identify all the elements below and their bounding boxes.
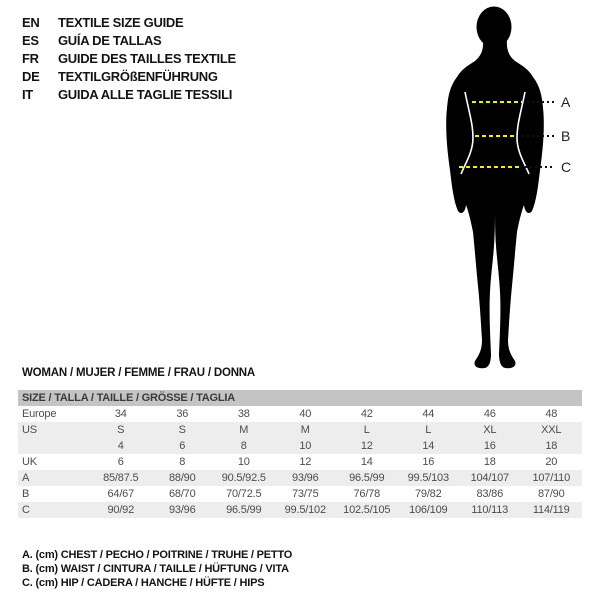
table-cell: 6 <box>117 456 124 468</box>
table-cell: 6 <box>179 440 186 452</box>
table-cell: 10 <box>237 456 250 468</box>
table-cell: 104/107 <box>470 472 509 484</box>
language-code: IT <box>22 87 33 102</box>
language-label: GUÍA DE TALLAS <box>58 33 162 48</box>
language-code: FR <box>22 51 39 66</box>
table-cell: 12 <box>360 440 373 452</box>
table-cell: S <box>117 424 125 436</box>
table-cell: 48 <box>545 408 558 420</box>
table-cell: 99.5/102 <box>284 504 326 516</box>
row-label: A <box>22 472 30 484</box>
table-cell: L <box>363 424 370 436</box>
table-cell: 46 <box>483 408 496 420</box>
table-cell: 44 <box>422 408 435 420</box>
table-cell: 18 <box>483 456 496 468</box>
table-cell: 110/113 <box>471 504 509 516</box>
silhouette-svg <box>415 0 600 380</box>
table-cell: 38 <box>237 408 250 420</box>
language-label: GUIDE DES TAILLES TEXTILE <box>58 51 236 66</box>
table-cell: 90.5/92.5 <box>221 472 266 484</box>
table-cell: 8 <box>240 440 247 452</box>
section-title: WOMAN / MUJER / FEMME / FRAU / DONNA <box>22 367 256 379</box>
table-cell: 79/82 <box>414 488 442 500</box>
table-cell: 42 <box>360 408 373 420</box>
measurement-legend <box>22 548 292 590</box>
table-cell: 93/96 <box>291 472 319 484</box>
table-cell: 114/119 <box>532 504 570 516</box>
table-row <box>18 438 582 454</box>
chest-label: A <box>561 94 571 110</box>
table-cell: 76/78 <box>353 488 381 500</box>
table-cell: 87/90 <box>537 488 565 500</box>
table-cell: 85/87.5 <box>103 472 139 484</box>
table-cell: 18 <box>545 440 558 452</box>
row-label: UK <box>22 456 37 468</box>
table-cell: 68/70 <box>168 488 196 500</box>
language-row <box>22 32 236 50</box>
table-cell: 8 <box>179 456 186 468</box>
legend-line: C. (cm) HIP / CADERA / HANCHE / HÜFTE / HIPS <box>22 577 265 589</box>
waist-label: B <box>561 128 571 144</box>
table-cell: 73/75 <box>291 488 319 500</box>
table-cell: 20 <box>545 456 558 468</box>
table-cell: 34 <box>114 408 127 420</box>
language-label: TEXTILE SIZE GUIDE <box>58 15 184 30</box>
woman-silhouette <box>446 7 544 369</box>
table-cell: L <box>425 424 432 436</box>
table-cell: 16 <box>422 456 435 468</box>
table-cell: XL <box>483 424 497 436</box>
table-cell: 14 <box>422 440 435 452</box>
table-cell: 102.5/105 <box>343 504 391 516</box>
size-table <box>18 390 582 518</box>
table-cell: 4 <box>117 440 124 452</box>
table-row <box>18 486 582 502</box>
table-cell: XXL <box>541 424 562 436</box>
size-table-body <box>18 406 582 518</box>
table-cell: 64/67 <box>107 488 135 500</box>
language-row <box>22 50 236 68</box>
language-row <box>22 14 236 32</box>
language-row <box>22 86 236 104</box>
table-row <box>18 406 582 422</box>
table-cell: M <box>239 424 249 436</box>
table-row <box>18 470 582 486</box>
table-cell: 14 <box>360 456 373 468</box>
table-cell: 12 <box>299 456 312 468</box>
table-cell: M <box>300 424 310 436</box>
language-list <box>22 14 236 104</box>
language-code: EN <box>22 15 40 30</box>
hip-label: C <box>561 159 572 175</box>
table-cell: 70/72.5 <box>226 488 262 500</box>
table-cell: 88/90 <box>168 472 196 484</box>
table-cell: 106/109 <box>409 504 448 516</box>
table-cell: 10 <box>299 440 312 452</box>
row-label: Europe <box>22 408 57 420</box>
table-cell: 93/96 <box>168 504 196 516</box>
language-row <box>22 68 236 86</box>
table-row <box>18 502 582 518</box>
woman-silhouette-figure <box>415 0 600 380</box>
table-cell: 40 <box>299 408 312 420</box>
table-cell: 16 <box>483 440 496 452</box>
table-cell: 99.5/103 <box>407 472 449 484</box>
table-row <box>18 454 582 470</box>
size-table-header: SIZE / TALLA / TAILLE / GRÖSSE / TAGLIA <box>18 390 582 406</box>
table-cell: 83/86 <box>476 488 504 500</box>
row-label <box>18 438 90 454</box>
table-cell: S <box>178 424 186 436</box>
table-cell: 90/92 <box>107 504 135 516</box>
legend-line: A. (cm) CHEST / PECHO / POITRINE / TRUHE / PETTO <box>22 549 293 561</box>
table-cell: 107/110 <box>532 472 571 484</box>
table-cell: 96.5/99 <box>226 504 262 516</box>
table-row <box>18 422 582 438</box>
table-cell: 36 <box>176 408 189 420</box>
language-code: DE <box>22 69 40 84</box>
row-label: US <box>22 424 37 436</box>
language-label: GUIDA ALLE TAGLIE TESSILI <box>58 87 233 102</box>
row-label: C <box>22 504 30 516</box>
language-label: TEXTILGRÖßENFÜHRUNG <box>58 69 218 84</box>
table-cell: 96.5/99 <box>349 472 385 484</box>
row-label: B <box>22 488 30 500</box>
legend-line: B. (cm) WAIST / CINTURA / TAILLE / HÜFTUNG / VITA <box>22 563 289 575</box>
language-code: ES <box>22 33 39 48</box>
